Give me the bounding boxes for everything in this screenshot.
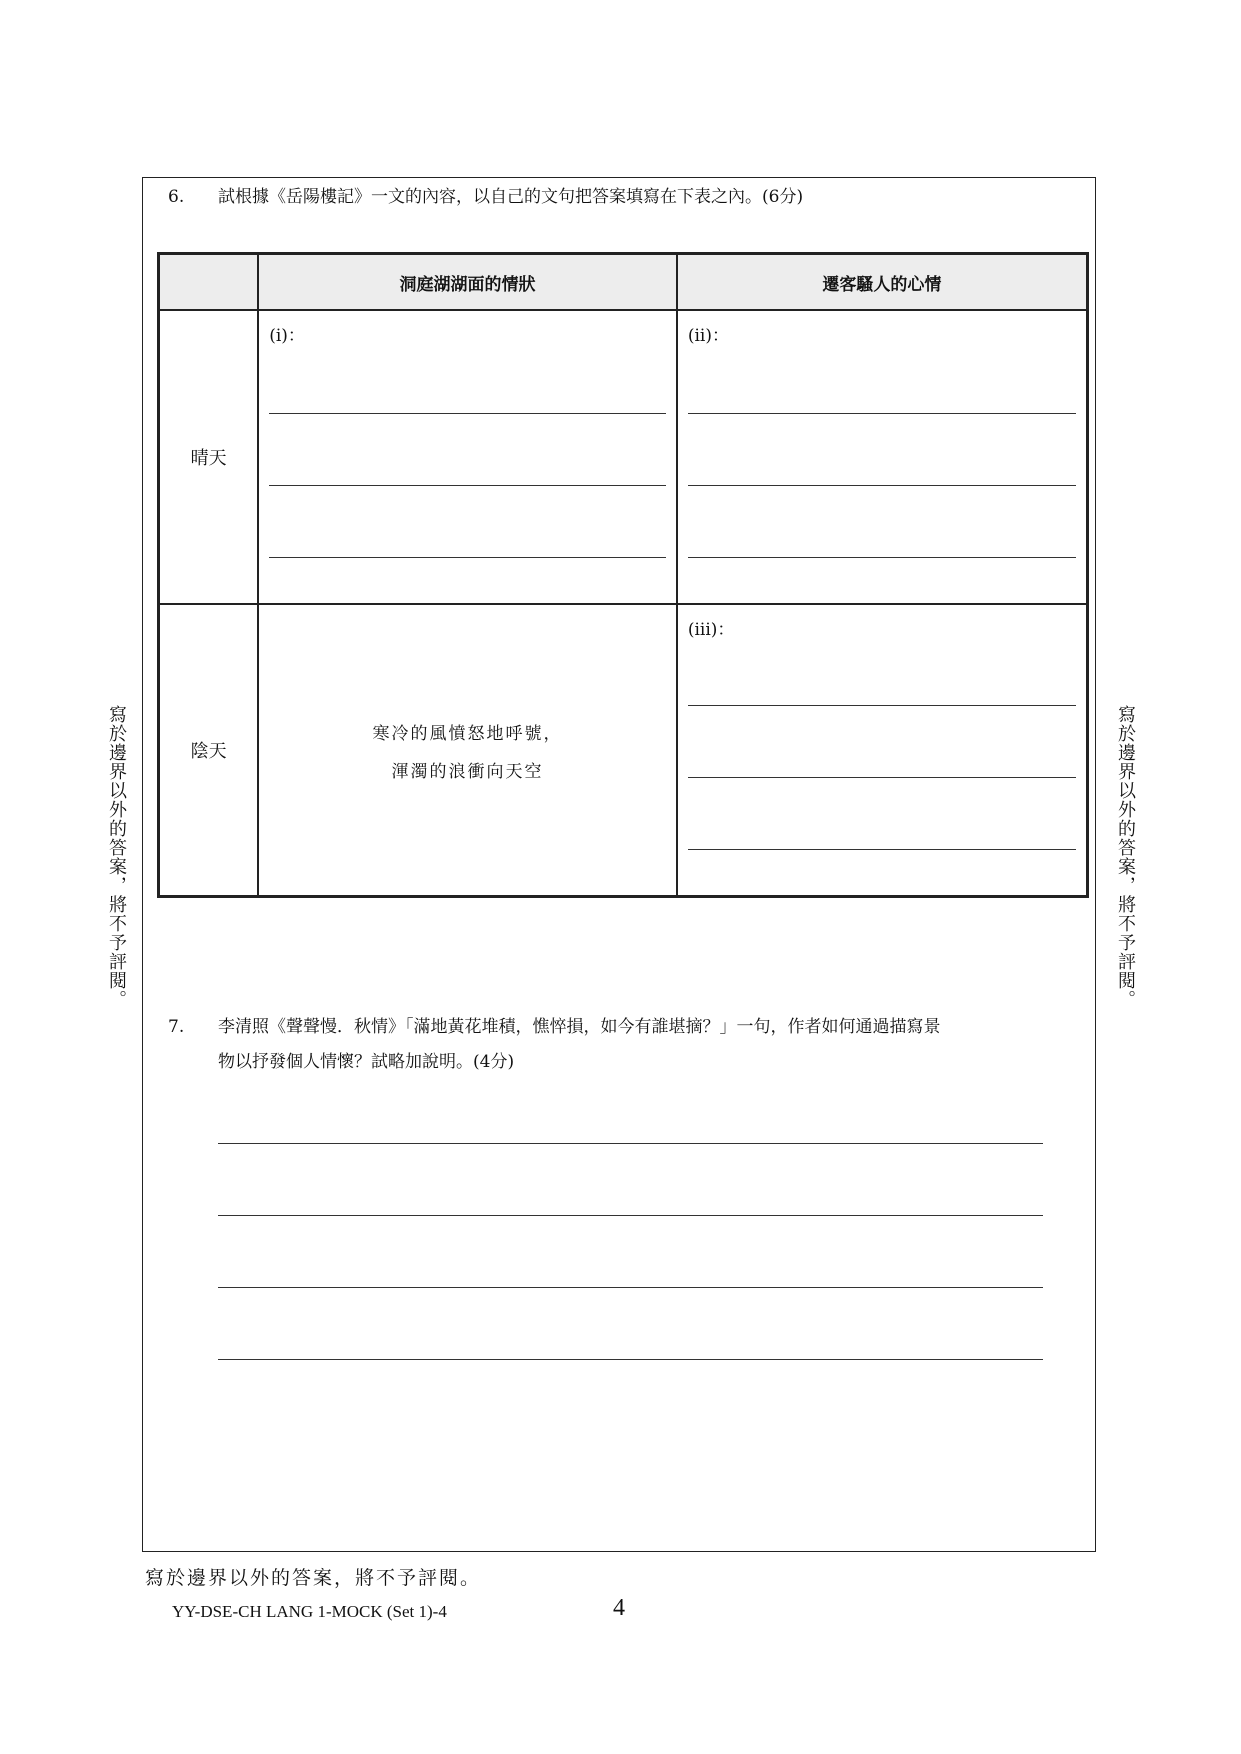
answer-line [269, 413, 666, 414]
label-ii: (ii)： [687, 326, 729, 346]
header-mood: 遷客騷人的心情 [677, 254, 1088, 311]
question-7-text-line-2: 物以抒發個人情懷？試略加說明。(4分) [218, 1052, 515, 1072]
answer-line [688, 413, 1076, 414]
left-margin-note: 寫於邊界以外的答案，將不予評閱。 [106, 705, 127, 1009]
question-6-number: 6. [168, 187, 185, 207]
q7-answer-line[interactable] [218, 1143, 1043, 1144]
q7-answer-line[interactable] [218, 1359, 1043, 1360]
answer-cell-iii[interactable] [677, 604, 1088, 896]
answer-line [688, 777, 1076, 778]
question-6-text: 試根據《岳陽樓記》一文的內容，以自己的文句把答案填寫在下表之內。(6分) [218, 187, 804, 207]
given-line-2: 渾濁的浪衝向天空 [391, 762, 544, 782]
given-text-cell [258, 604, 677, 896]
answer-line [269, 485, 666, 486]
table-row-cloudy [159, 604, 1088, 896]
answer-line [688, 485, 1076, 486]
header-lake-condition: 洞庭湖湖面的情狀 [258, 254, 677, 311]
row-label-cloudy: 陰天 [159, 604, 259, 896]
answer-line [688, 849, 1076, 850]
q7-answer-line[interactable] [218, 1215, 1043, 1216]
table-row-sunny [159, 310, 1088, 604]
table-header-row [159, 254, 1088, 311]
answer-line [688, 705, 1076, 706]
footer-boundary-note: 寫於邊界以外的答案，將不予評閱。 [145, 1567, 482, 1589]
header-empty-cell [159, 254, 259, 311]
given-line-1: 寒冷的風憤怒地呼號， [372, 724, 563, 744]
label-iii: (iii)： [687, 620, 735, 640]
answer-cell-ii[interactable] [677, 310, 1088, 604]
answer-line [269, 557, 666, 558]
row-label-sunny: 晴天 [159, 310, 259, 604]
answer-table [157, 252, 1089, 898]
paper-code: YY-DSE-CH LANG 1-MOCK (Set 1)-4 [172, 1602, 447, 1621]
q7-answer-line[interactable] [218, 1287, 1043, 1288]
question-7-text-line-1: 李清照《聲聲慢．秋情》「滿地黃花堆積，憔悴損，如今有誰堪摘？」一句，作者如何通過描寫景 [218, 1017, 941, 1037]
label-i: (i)： [269, 326, 305, 346]
answer-line [688, 557, 1076, 558]
question-7-number: 7. [168, 1017, 185, 1037]
answer-cell-i[interactable] [258, 310, 677, 604]
right-margin-note: 寫於邊界以外的答案，將不予評閱。 [1115, 705, 1136, 1009]
page-number: 4 [613, 1595, 625, 1621]
given-description [259, 715, 676, 791]
